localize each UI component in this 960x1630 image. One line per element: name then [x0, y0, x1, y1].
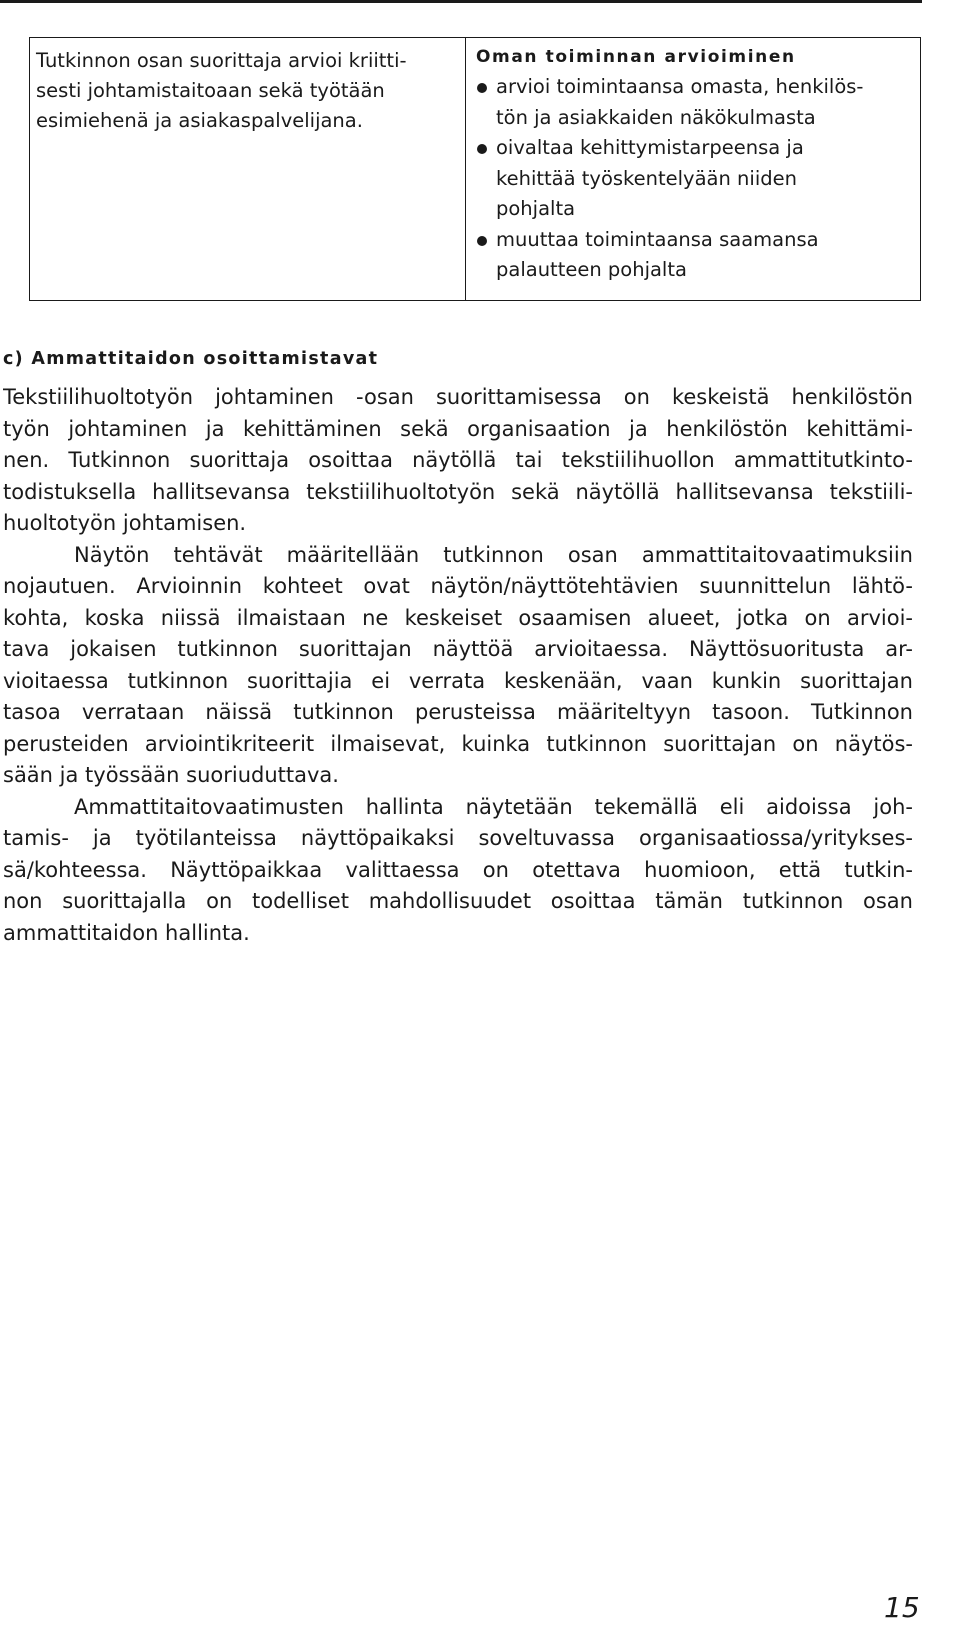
bullet-dot-icon — [477, 236, 487, 246]
left-cell-line: Tutkinnon osan suorittaja arvioi kriitti- — [36, 49, 407, 72]
body-line: nen. Tutkinnon suorittaja osoittaa näytöllä tai tekstiilihuollon ammattitutkinto- — [3, 448, 913, 472]
body-line: tamis- ja työtilanteissa näyttöpaikaksi soveltuvassa organisaatiossa/yritykses- — [3, 826, 913, 850]
body-line: tava jokaisen tutkinnon suorittajan näyttöä arvioitaessa. Näyttösuoritusta ar- — [3, 637, 913, 661]
body-line: sään ja työssään suoriuduttava. — [3, 763, 339, 787]
body-line: Näytön tehtävät määritellään tutkinnon osan ammattitaitovaatimuksiin — [74, 542, 913, 567]
page-number: 15 — [884, 1591, 920, 1624]
body-line: työn johtaminen ja kehittäminen sekä organisaation ja henkilöstön kehittämi- — [3, 416, 913, 441]
criteria-table — [29, 37, 921, 301]
body-line: non suorittajalla on todelliset mahdollisuudet osoittaa tämän tutkinnon osan — [3, 889, 913, 913]
left-cell-line: esimiehenä ja asiakaspalvelijana. — [36, 109, 363, 132]
body-line: huoltotyön johtamisen. — [3, 511, 247, 535]
bullet-item — [476, 225, 914, 286]
bullet-line: palautteen pohjalta — [496, 258, 687, 281]
bullet-item — [476, 72, 914, 133]
table-right-cell — [466, 38, 920, 300]
top-rule — [0, 0, 922, 3]
bullet-line: kehittää työskentelyään niiden — [496, 166, 797, 190]
body-line: Ammattitaitovaatimusten hallinta näytetään tekemällä eli aidoissa joh- — [74, 794, 913, 819]
body-line: vioitaessa tutkinnon suorittajia ei verrata keskenään, vaan kunkin suorittajan — [3, 668, 913, 693]
bullet-item — [476, 133, 914, 225]
body-line: Tekstiilihuoltotyön johtaminen -osan suorittamisessa on keskeistä henkilöstön — [3, 385, 913, 409]
bullet-dot-icon — [477, 144, 487, 154]
body-line: todistuksella hallitsevansa tekstiilihuoltotyön sekä näytöllä hallitsevansa tekstiili- — [3, 479, 913, 504]
bullet-line: tön ja asiakkaiden näkökulmasta — [496, 105, 816, 129]
section-title: c) Ammattitaidon osoittamistavat — [3, 349, 379, 369]
bullet-line: arvioi toimintaansa omasta, henkilös- — [496, 75, 864, 98]
bullet-line: pohjalta — [496, 197, 576, 220]
body-line: tasoa verrataan näissä tutkinnon perusteissa määriteltyyn tasoon. Tutkinnon — [3, 700, 913, 724]
bullet-dot-icon — [477, 83, 487, 93]
bullet-line: oivaltaa kehittymistarpeensa ja — [496, 136, 804, 159]
body-line: ammattitaidon hallinta. — [3, 920, 250, 945]
left-cell-line: sesti johtamistaitoaan sekä työtään — [36, 79, 385, 102]
bullet-line: muuttaa toimintaansa saamansa — [496, 227, 819, 251]
body-line: perusteiden arviointikriteerit ilmaisevat, kuinka tutkinnon suorittajan on näytös- — [3, 731, 913, 756]
table-left-cell — [30, 38, 466, 300]
body-text — [3, 382, 913, 949]
body-line: sä/kohteessa. Näyttöpaikkaa valittaessa on otettava huomioon, että tutkin- — [3, 857, 913, 882]
body-line: kohta, koska niissä ilmaistaan ne keskeiset osaamisen alueet, jotka on arvioi- — [3, 605, 913, 630]
body-line: nojautuen. Arvioinnin kohteet ovat näytön/näyttötehtävien suunnittelun lähtö- — [3, 574, 913, 598]
right-cell-heading: Oman toiminnan arvioiminen — [476, 47, 796, 67]
